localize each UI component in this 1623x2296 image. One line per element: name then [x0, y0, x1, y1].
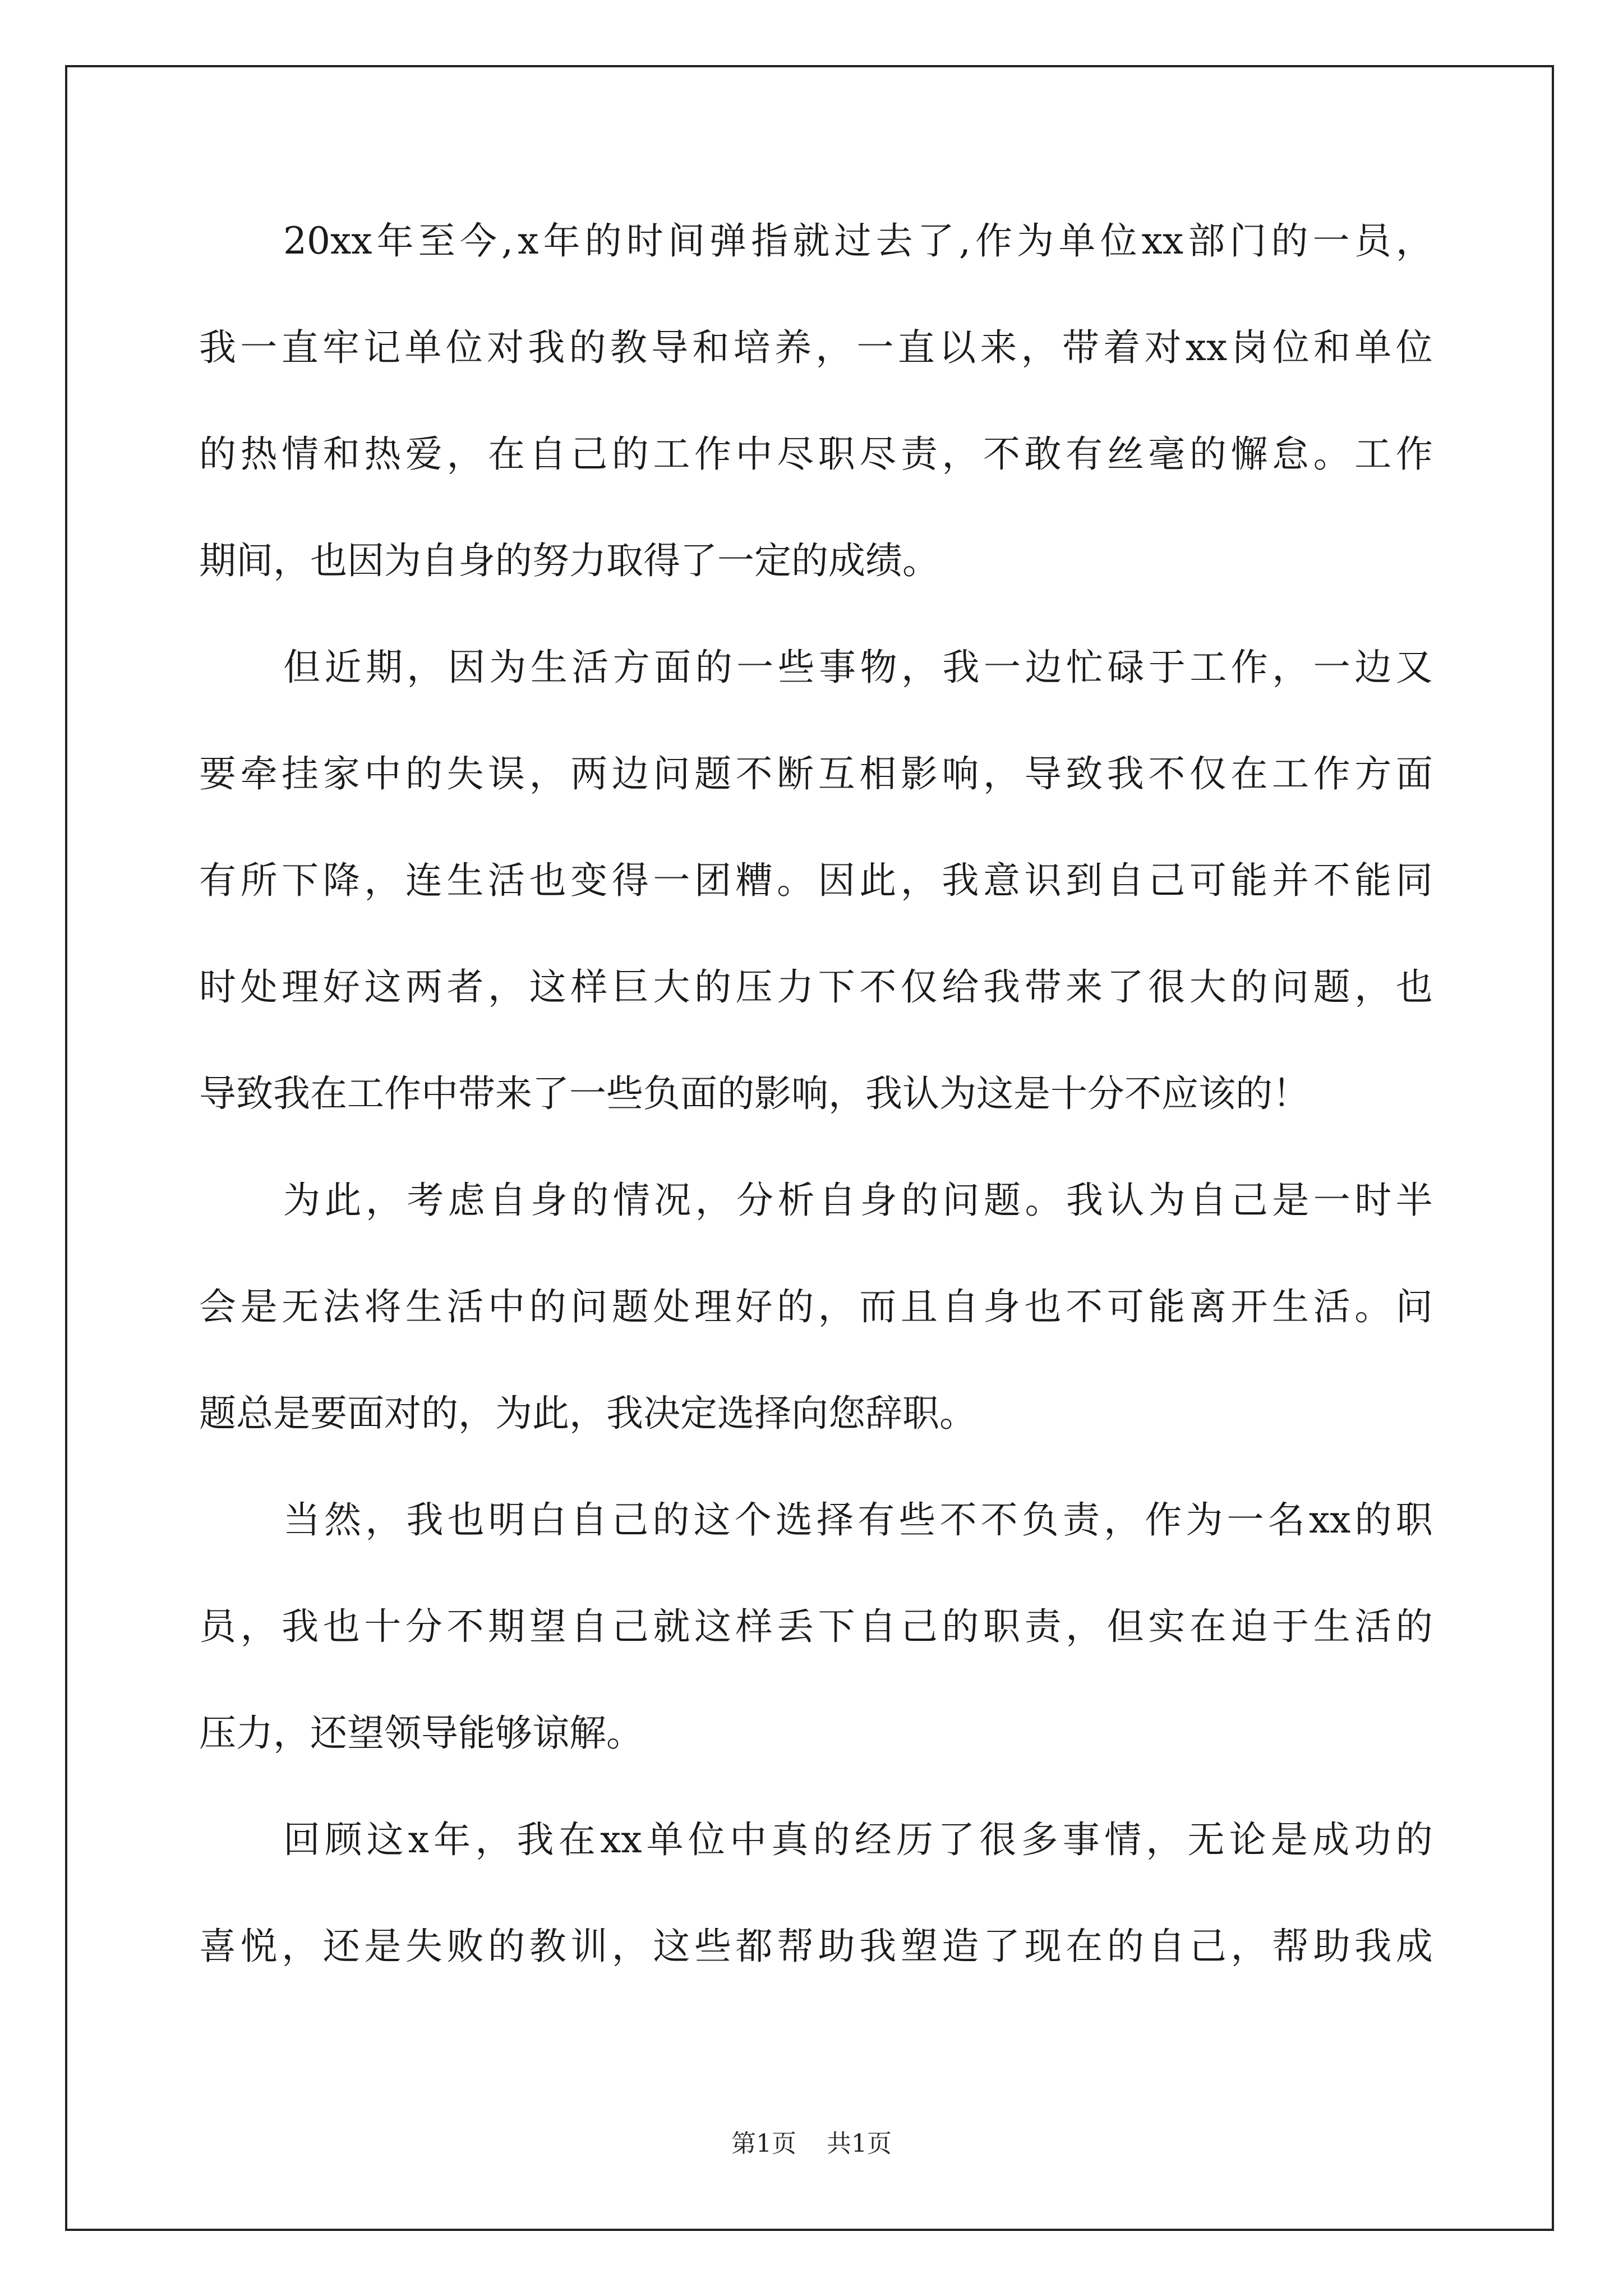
text-line: 的 热 情 和 热 爱 ， 在 自 己 的 工 作 中 尽 职 尽 责 ， 不 敢 有 丝 毫 的 懈 怠 。 工 作 [199, 432, 1433, 476]
text-line: 会 是 无 法 将 生 活 中 的 问 题 处 理 好 的 ， 而 且 自 身 也 不 可 能 离 开 生 活 。 问 [199, 1285, 1433, 1328]
text-line: 但 近 期 ， 因 为 生 活 方 面 的 一 些 事 物 ， 我 一 边 忙 碌 于 工 作 ， 一 边 又 [283, 646, 1433, 689]
text-line: 要 牵 挂 家 中 的 失 误 ， 两 边 问 题 不 断 互 相 影 响 ， 导 致 我 不 仅 在 工 作 方 面 [199, 752, 1433, 795]
page-number-total: 共1页 [827, 2129, 892, 2158]
text-line: 有 所 下 降 ， 连 生 活 也 变 得 一 团 糟 。 因 此 ， 我 意 识 到 自 己 可 能 并 不 能 同 [199, 859, 1433, 902]
text-line: 压 力 ， 还 望 领 导 能 够 谅 解 。 [199, 1711, 643, 1755]
text-line: 期 间 ， 也 因 为 自 身 的 努 力 取 得 了 一 定 的 成 绩 。 [199, 539, 939, 582]
text-line: 时 处 理 好 这 两 者 ， 这 样 巨 大 的 压 力 下 不 仅 给 我 带 来 了 很 大 的 问 题 ， 也 [199, 965, 1433, 1009]
text-line: 题 总 是 要 面 对 的 ， 为 此 ， 我 决 定 选 择 向 您 辞 职 。 [199, 1392, 976, 1435]
text-line: 员 ， 我 也 十 分 不 期 望 自 己 就 这 样 丢 下 自 己 的 职 责 ， 但 实 在 迫 于 生 活 的 [199, 1605, 1433, 1648]
page-footer [0, 2130, 1623, 2158]
page-number-current: 第1页 [731, 2129, 796, 2158]
text-line: 当 然 ， 我 也 明 白 自 己 的 这 个 选 择 有 些 不 不 负 责 ， 作 为 一 名 xx 的 职 [283, 1498, 1433, 1542]
text-line: 回 顾 这 x 年 ， 我 在 xx 单 位 中 真 的 经 历 了 很 多 事 情 ， 无 论 是 成 功 的 [283, 1818, 1433, 1861]
text-line: 为 此 ， 考 虑 自 身 的 情 况 ， 分 析 自 身 的 问 题 。 我 认 为 自 己 是 一 时 半 [283, 1179, 1433, 1222]
text-line: 导 致 我 在 工 作 中 带 来 了 一 些 负 面 的 影 响 ， 我 认 为 这 是 十 分 不 应 该 的 ！ [199, 1072, 1310, 1115]
document-body [199, 219, 1433, 2033]
text-line: 20xx 年 至 今 , x 年 的 时 间 弹 指 就 过 去 了 , 作 为 单 位 xx 部 门 的 一 员 ， [283, 219, 1433, 263]
text-line: 我 一 直 牢 记 单 位 对 我 的 教 导 和 培 养 ， 一 直 以 来 ， 带 着 对 xx 岗 位 和 单 位 [199, 326, 1433, 369]
text-line: 喜 悦 ， 还 是 失 败 的 教 训 ， 这 些 都 帮 助 我 塑 造 了 现 在 的 自 己 ， 帮 助 我 成 [199, 1925, 1433, 1968]
